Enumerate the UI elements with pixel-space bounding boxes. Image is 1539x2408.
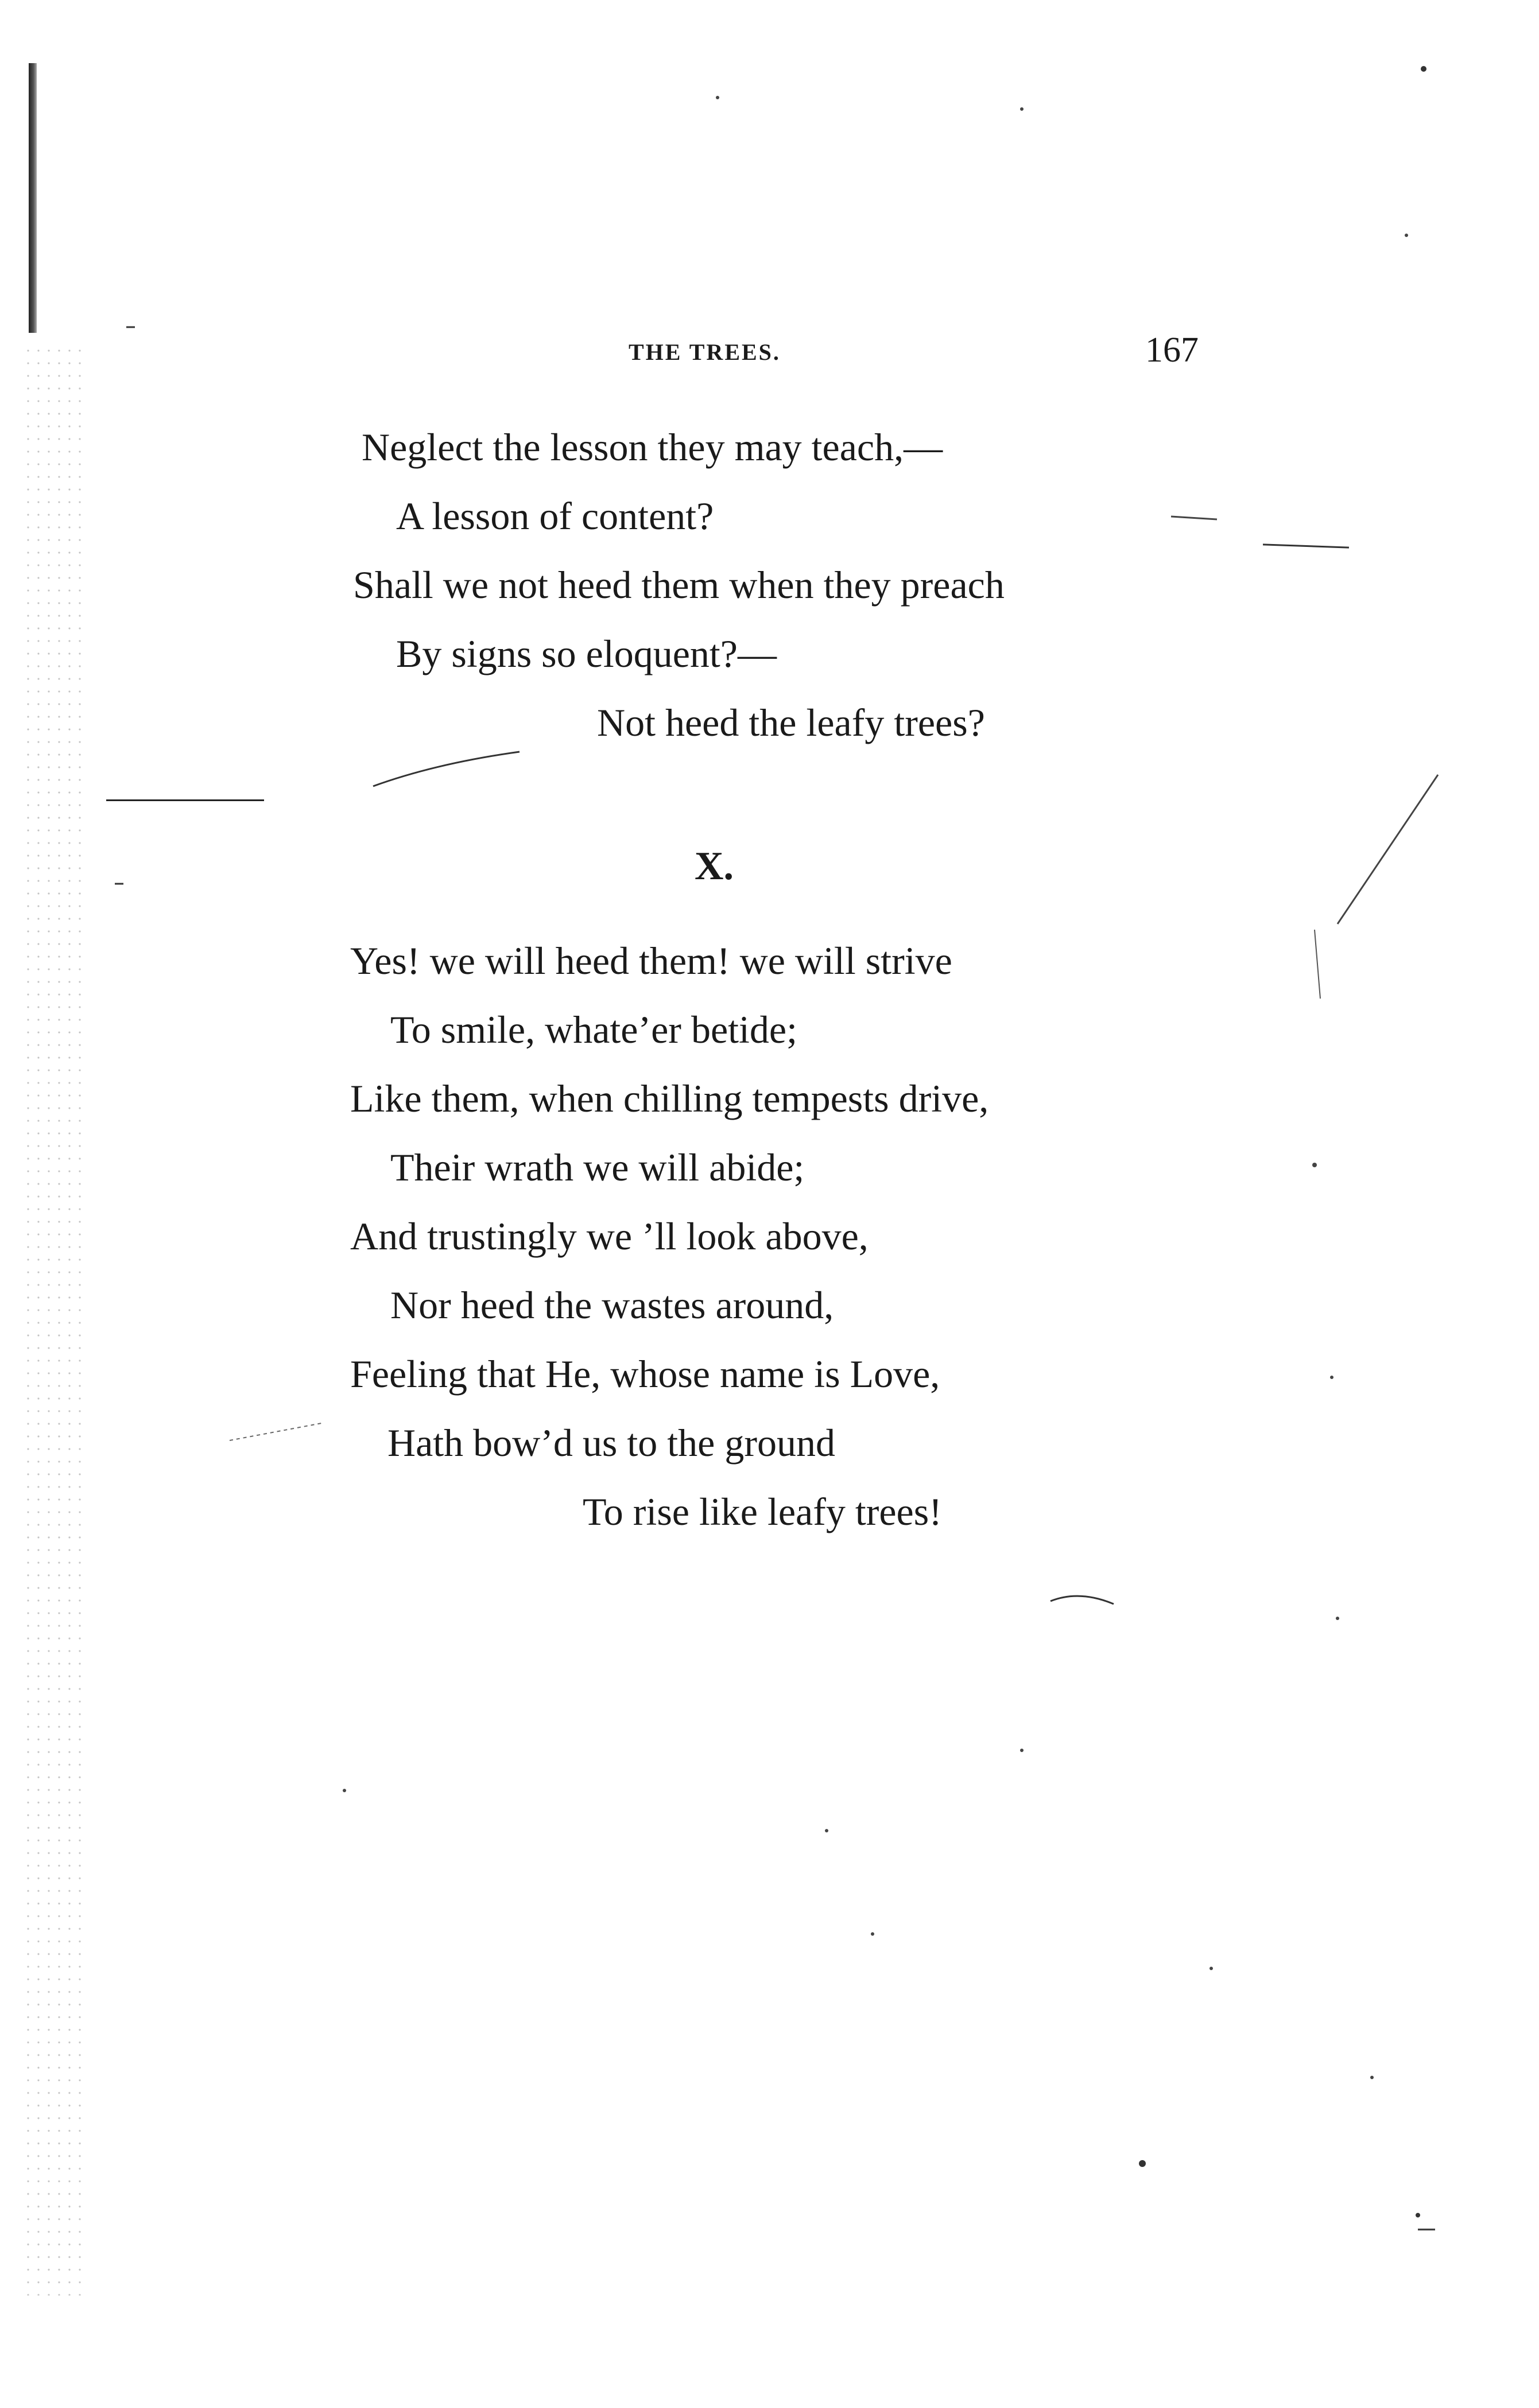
- stanza-1-line-5: Not heed the leafy trees?: [597, 701, 985, 744]
- stanza-2-line-1: Yes! we will heed them! we will strive: [350, 939, 952, 982]
- section-heading: X.: [695, 844, 734, 888]
- stanza-2-line-6: Nor heed the wastes around,: [390, 1283, 834, 1327]
- running-head: THE TREES.: [629, 339, 781, 365]
- stanza-1-line-1: Neglect the lesson they may teach,—: [362, 425, 943, 469]
- stanza-1-line-3: Shall we not heed them when they preach: [353, 563, 1005, 607]
- stanza-2-line-4: Their wrath we will abide;: [390, 1145, 805, 1189]
- stanza-2-line-3: Like them, when chilling tempests drive,: [350, 1077, 989, 1120]
- page-number: 167: [1145, 331, 1199, 370]
- stanza-1-line-2: A lesson of content?: [396, 494, 714, 538]
- stanza-1-line-4: By signs so eloquent?—: [396, 632, 777, 675]
- stanza-2-line-5: And trustingly we ’ll look above,: [350, 1214, 869, 1258]
- stanza-2-line-2: To smile, whate’er betide;: [390, 1008, 797, 1051]
- stanza-2-line-7: Feeling that He, whose name is Love,: [350, 1352, 940, 1396]
- stanza-2-line-8: Hath bow’d us to the ground: [387, 1421, 836, 1465]
- stanza-2-line-9: To rise like leafy trees!: [583, 1490, 942, 1533]
